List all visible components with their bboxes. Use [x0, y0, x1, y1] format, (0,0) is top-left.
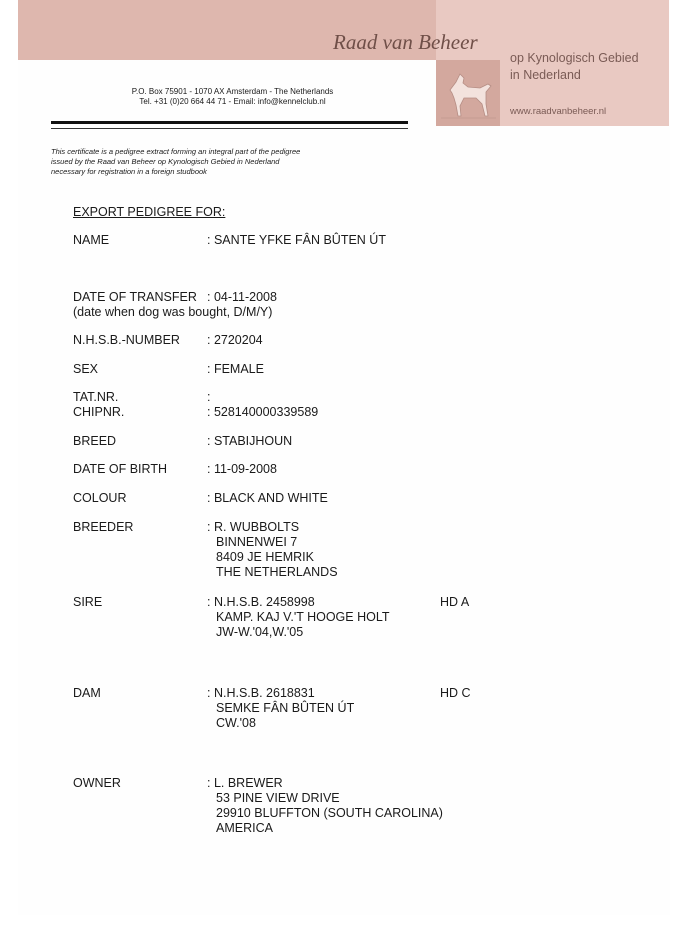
dam-line-2: SEMKE FÂN BÛTEN ÚT — [216, 701, 355, 715]
chipnr-label: CHIPNR. — [73, 405, 125, 419]
sire-value — [207, 595, 390, 640]
sex-label: SEX — [73, 362, 99, 376]
chipnr-value: : 528140000339589 — [207, 405, 319, 419]
nhsb-label: N.H.S.B.-NUMBER — [73, 333, 180, 347]
breeder-label: BREEDER — [73, 520, 134, 534]
name-value: : SANTE YFKE FÂN BÛTEN ÚT — [207, 233, 386, 247]
org-subtitle — [510, 50, 670, 84]
transfer-value: : 04-11-2008 — [207, 290, 277, 304]
colour-label: COLOUR — [73, 491, 127, 505]
owner-value — [207, 776, 443, 836]
transfer-label: DATE OF TRANSFER — [73, 290, 197, 304]
owner-line-1: : L. BREWER — [207, 776, 283, 790]
owner-line-4: AMERICA — [216, 821, 273, 835]
org-name: Raad van Beheer — [333, 30, 478, 54]
org-subtitle-line-2: in Nederland — [510, 68, 581, 82]
breed-label: BREED — [73, 434, 117, 448]
breeder-line-2: BINNENWEI 7 — [216, 535, 298, 549]
sex-value: : FEMALE — [207, 362, 264, 376]
tatnr-label: TAT.NR. — [73, 390, 119, 404]
breed-value: : STABIJHOUN — [207, 434, 293, 448]
divider-thick — [51, 121, 408, 124]
document-heading: EXPORT PEDIGREE FOR: — [73, 205, 226, 219]
website-link[interactable]: www.raadvanbeheer.nl — [510, 106, 607, 117]
dam-line-3: CW.'08 — [216, 716, 256, 730]
tatnr-value: : — [207, 390, 211, 404]
org-subtitle-line-1: op Kynologisch Gebied — [510, 51, 639, 65]
dam-value — [207, 686, 354, 731]
disclaimer — [51, 147, 371, 177]
address-line-1: P.O. Box 75901 - 1070 AX Amsterdam - The Netherlands — [131, 87, 334, 96]
dob-label: DATE OF BIRTH — [73, 462, 167, 476]
sire-hd-score: HD A — [440, 595, 470, 609]
dam-line-1: : N.H.S.B. 2618831 — [207, 686, 315, 700]
disclaimer-line-1: This certificate is a pedigree extract forming an integral part of the pedigree — [51, 147, 301, 156]
address-block — [50, 87, 415, 107]
sire-line-1: : N.H.S.B. 2458998 — [207, 595, 315, 609]
divider-thin — [51, 128, 408, 129]
owner-line-3: 29910 BLUFFTON (SOUTH CAROLINA) — [216, 806, 443, 820]
dob-value: : 11-09-2008 — [207, 462, 277, 476]
disclaimer-line-3: necessary for registration in a foreign studbook — [51, 167, 207, 176]
dam-hd-score: HD C — [440, 686, 471, 700]
colour-value: : BLACK AND WHITE — [207, 491, 328, 505]
sire-line-2: KAMP. KAJ V.'T HOOGE HOLT — [216, 610, 390, 624]
address-line-2: Tel. +31 (0)20 664 44 71 - Email: info@kennelclub.nl — [139, 97, 326, 106]
dog-logo-icon — [436, 60, 500, 126]
sire-line-3: JW-W.'04,W.'05 — [216, 625, 304, 639]
breeder-line-4: THE NETHERLANDS — [216, 565, 338, 579]
transfer-note: (date when dog was bought, D/M/Y) — [73, 305, 273, 319]
owner-label: OWNER — [73, 776, 121, 790]
breeder-line-3: 8409 JE HEMRIK — [216, 550, 314, 564]
disclaimer-line-2: issued by the Raad van Beheer op Kynologisch Gebied in Nederland — [51, 157, 280, 166]
breeder-value — [207, 520, 338, 580]
owner-line-2: 53 PINE VIEW DRIVE — [216, 791, 340, 805]
sire-label: SIRE — [73, 595, 103, 609]
breeder-line-1: : R. WUBBOLTS — [207, 520, 300, 534]
dam-label: DAM — [73, 686, 101, 700]
nhsb-value: : 2720204 — [207, 333, 263, 347]
name-label: NAME — [73, 233, 110, 247]
